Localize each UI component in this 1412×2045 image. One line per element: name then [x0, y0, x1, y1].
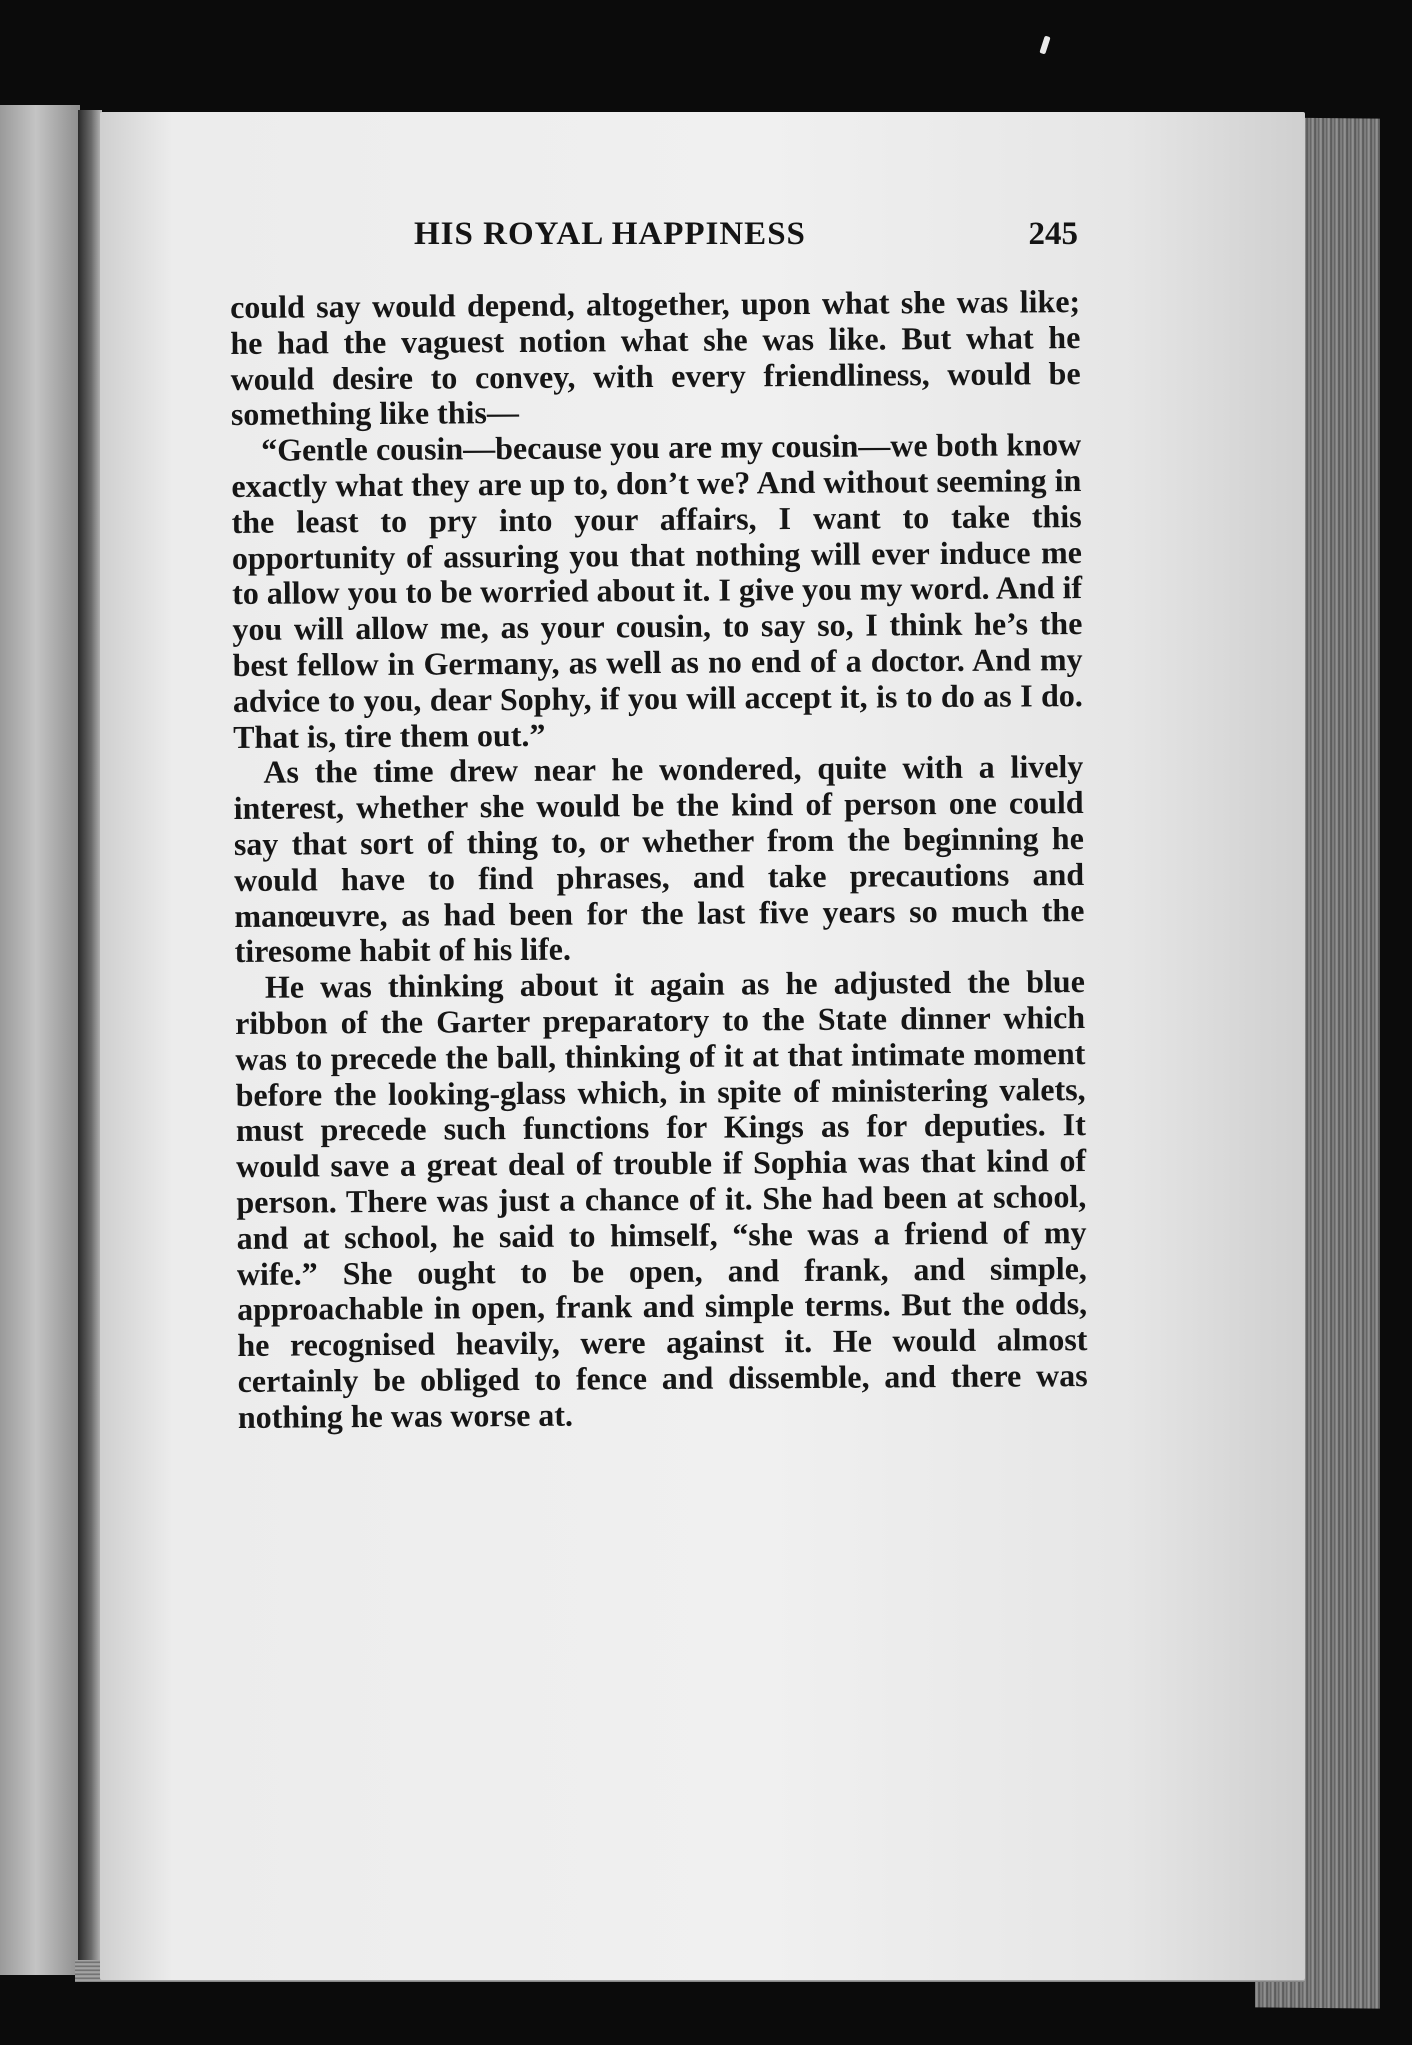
scan-speck [1039, 36, 1050, 55]
paragraph-4: He was thinking about it again as he adjusted the blue ribbon of the Garter preparatory to the State dinner which was to precede the ball, thinking of it at that intimate moment before the looking-glass which, in spite of ministering valets, must precede such functions for Kings as for deputies. It would save a great deal of trouble if Sophia was that kind of person. There was just a chance of it. She had been at school, and at school, he said to himself, “she was a friend of my wife.” She ought to be open, and frank, and simple, approachable in open, frank and simple terms. But the odds, he recognised heavily, were against it. He would almost certainly be obliged to fence and dissemble, and there was nothing he was worse at. [234, 963, 1088, 1435]
facing-page-edge [0, 105, 80, 1975]
book-gutter [78, 110, 102, 1970]
running-head [238, 216, 1078, 276]
body-text [230, 284, 1088, 1435]
paragraph-1: could say would depend, altogether, upon what she was like; he had the vaguest notion what she was like. But what he would desire to convey, with every friendliness, would be something like this— [229, 283, 1081, 433]
paragraph-3: As the time drew near he wondered, quite with a lively interest, whether she would be the kind of person one could say that sort of thing to, or whether from the beginning he would have to find phrases, and take precautions and manœuvre, as had been for the last five years so much the tiresome habit of his life. [233, 748, 1085, 970]
page-number: 245 [1028, 216, 1078, 252]
paragraph-2: “Gentle cousin—because you are my cousin—we both know exactly what they are up to, don’t we? And without seeming in the least to pry into your affairs, I want to take this opportunity of assuring you that nothing will ever induce me to allow you to be worried about it. I give you my word. And if you will allow me, as your cousin, to say so, I think he’s the best fellow in Germany, as well as no end of a doctor. And my advice to you, dear Sophy, if you will accept it, is to do as I do. That is, tire them out.” [231, 426, 1083, 755]
running-title: HIS ROYAL HAPPINESS [414, 216, 806, 252]
